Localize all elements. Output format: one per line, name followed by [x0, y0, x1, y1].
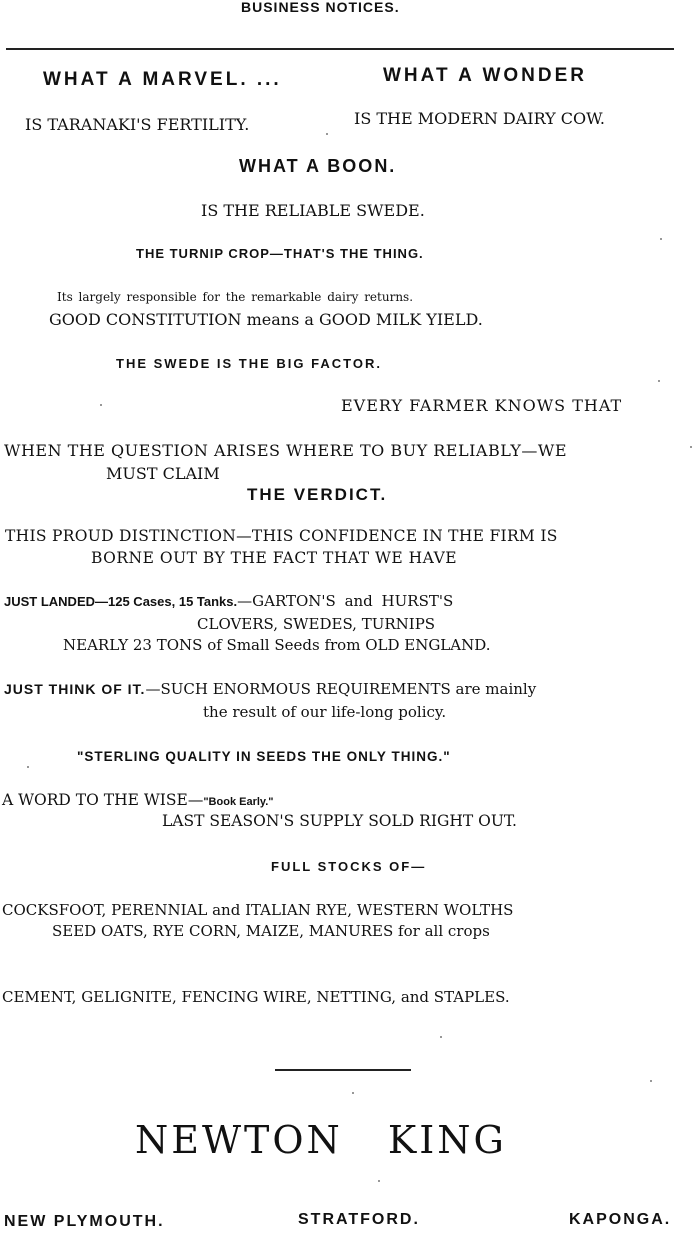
headline-marvel: WHAT A MARVEL. ...: [43, 69, 282, 90]
branch-stratford: STRATFORD.: [298, 1211, 420, 1228]
print-speck: [690, 446, 692, 448]
branch-new-plymouth: NEW PLYMOUTH.: [4, 1213, 165, 1230]
word-to-wise-line: [2, 793, 273, 809]
think-of-it-rest: —SUCH ENORMOUS REQUIREMENTS are mainly: [145, 680, 537, 698]
turnip-crop-line: THE TURNIP CROP—THAT'S THE THING.: [136, 246, 424, 261]
full-stocks-heading: FULL STOCKS OF—: [271, 859, 427, 874]
section-title: BUSINESS NOTICES.: [241, 0, 400, 15]
swede-factor-line: THE SWEDE IS THE BIG FACTOR.: [116, 356, 382, 371]
clovers-line: CLOVERS, SWEDES, TURNIPS: [197, 615, 436, 633]
stocks-line-2: SEED OATS, RYE CORN, MAIZE, MANURES for all crops: [52, 922, 490, 940]
print-speck: [440, 1036, 442, 1038]
just-landed-line: [4, 594, 453, 610]
question-line-1: WHEN THE QUESTION ARISES WHERE TO BUY RELIABLY—WE: [4, 441, 568, 460]
headline-boon: WHAT A BOON.: [239, 156, 397, 176]
print-speck: [660, 238, 662, 240]
supply-sold-line: LAST SEASON'S SUPPLY SOLD RIGHT OUT.: [162, 812, 517, 830]
headline-wonder: WHAT A WONDER: [383, 65, 587, 86]
sub-dairy-cow: IS THE MODERN DAIRY COW.: [354, 109, 605, 128]
verdict-headline: THE VERDICT.: [247, 485, 388, 504]
firm-rule: [275, 1069, 411, 1071]
word-to-wise-lead: A WORD TO THE WISE—: [2, 791, 204, 809]
dairy-returns-line: Its largely responsible for the remarkable dairy returns.: [57, 290, 414, 304]
stocks-line-3: CEMENT, GELIGNITE, FENCING WIRE, NETTING, and STAPLES.: [2, 988, 510, 1006]
think-of-it-lead: JUST THINK OF IT.: [4, 681, 146, 697]
sub-fertility: IS TARANAKI'S FERTILITY.: [25, 115, 250, 134]
stocks-line-1: COCKSFOOT, PERENNIAL and ITALIAN RYE, WESTERN WOLTHS: [2, 901, 514, 919]
print-speck: [27, 766, 29, 768]
print-speck: [326, 133, 328, 135]
sub-reliable-swede: IS THE RELIABLE SWEDE.: [201, 201, 425, 220]
farmer-knows-line: EVERY FARMER KNOWS THAT: [341, 396, 623, 415]
firm-name: NEWTON KING: [135, 1118, 507, 1162]
tons-line: NEARLY 23 TONS of Small Seeds from OLD ENGLAND.: [63, 636, 491, 654]
header-rule: [6, 48, 674, 50]
sterling-quality-line: "STERLING QUALITY IN SEEDS THE ONLY THING.": [77, 749, 451, 764]
just-landed-rest: —GARTON'S and HURST'S: [237, 592, 454, 610]
print-speck: [658, 380, 660, 382]
distinction-line-1: THIS PROUD DISTINCTION—THIS CONFIDENCE IN THE FIRM IS: [5, 527, 558, 545]
print-speck: [378, 1180, 380, 1182]
print-speck: [650, 1080, 652, 1082]
think-of-it-line: [4, 682, 536, 698]
constitution-line: GOOD CONSTITUTION means a GOOD MILK YIELD.: [49, 310, 483, 329]
print-speck: [352, 1092, 354, 1094]
print-speck: [100, 404, 102, 406]
branch-kaponga: KAPONGA.: [569, 1211, 672, 1228]
book-early-quote: "Book Early.": [203, 796, 274, 808]
distinction-line-2: BORNE OUT BY THE FACT THAT WE HAVE: [91, 549, 458, 567]
policy-line: the result of our life-long policy.: [203, 703, 447, 721]
just-landed-lead: JUST LANDED—125 Cases, 15 Tanks.: [4, 594, 238, 609]
question-line-2: MUST CLAIM: [106, 464, 220, 483]
